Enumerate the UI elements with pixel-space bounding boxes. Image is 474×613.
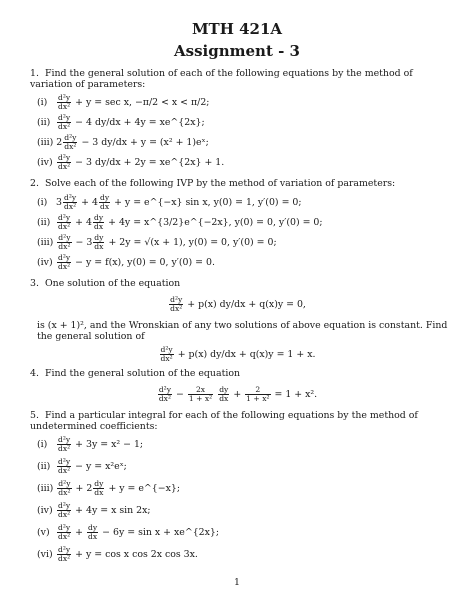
question-number: 1. [30,68,39,79]
q2-item-ii [37,214,457,231]
q3-equation-2 [0,346,474,363]
question-1 [30,68,458,90]
item-label: (iii) [37,137,54,148]
q3-equation-1 [0,296,474,313]
equation-tail: − 3 dy/dx + y = (x² + 1)eˣ; [81,137,209,148]
equation-tail: + 4y = x sin 2x; [75,505,151,516]
fraction: $\frac{\text{d²y}}{\text{dx²}}$ [170,295,183,313]
equation-tail: + y = e^{−x}; [108,483,181,494]
equation-tail: + y = sec x, −π/2 < x < π/2; [75,97,210,108]
fraction: $\frac{dy}{dx}$ [94,233,104,251]
equation-tail: − y = f(x), y(0) = 0, y′(0) = 0. [75,257,215,268]
question-text: Find the general solution of the equation [45,368,241,379]
q5-item-iv [37,502,457,519]
item-label: (ii) [37,217,51,228]
fraction: $\frac{\text{d²y}}{\text{dx²}}$ [57,213,71,231]
q1-item-iv [37,154,457,171]
fraction: $\frac{2x}{\text{1 + x²}}$ [188,385,213,403]
question-text: Solve each of the following IVP by the method of variation of parameters: [45,178,396,189]
fraction: $\frac{dy}{dx}$ [99,193,110,211]
fraction: $\frac{\text{d²y}}{\text{dx²}}$ [57,457,71,475]
equation-tail: = 1 + x². [274,389,318,400]
q3-middle-text: is (x + 1)², and the Wronskian of any two solutions of above equation is constant. Find the general solution of [37,320,448,342]
question-text: Find a particular integral for each of the following equations by the method of undetermined coefficients: [30,410,418,432]
item-label: (i) [37,197,48,208]
fraction: $\frac{\text{d²y}}{\text{dx²}}$ [158,385,172,403]
coefficient: + 4 [81,197,98,208]
q4-equation: $\frac{\text{d²y}}{\text{dx²}}$ − $\frac{2x}{\text{1 + x²}}$ $\frac{dy}{dx}$ + $\frac{2}{\text{1 + x²}}$ = 1 + x². [158,385,318,403]
page-title: MTH 421A [191,20,283,38]
coefficient: 2 [56,137,63,148]
fraction: $\frac{\text{d²y}}{\text{dx²}}$ [64,133,77,151]
question-number: 2. [30,178,39,189]
fraction: $\frac{\text{d²y}}{\text{dx²}}$ [57,501,71,519]
page-subtitle: Assignment - 3 [174,42,300,60]
equation-tail: + 3y = x² − 1; [75,439,144,450]
item-label: (v) [37,527,50,538]
q2-item-i [37,194,457,211]
q1-item-ii [37,114,457,131]
q1-item-iii [37,134,457,151]
fraction: $\frac{\text{d²y}}{\text{dx²}}$ [57,523,71,541]
q5-item-iii [37,480,457,497]
equation-tail: + y = cos x cos 2x cos 3x. [75,549,198,560]
coefficient: + 2 [75,483,93,494]
equation-tail: − 4 dy/dx + 4y = xe^{2x}; [75,117,205,128]
fraction: $\frac{\text{d²y}}{\text{dx²}}$ [57,253,71,271]
fraction: $\frac{dy}{dx}$ [88,523,98,541]
coefficient: + 4 [75,217,92,228]
item-label: (ii) [37,461,51,472]
q5-item-vi [37,546,457,563]
item-label: (iv) [37,505,53,516]
item-label: (i) [37,439,48,450]
fraction: $\frac{\text{d²y}}{\text{dx²}}$ [63,193,77,211]
equation-tail: + p(x) dy/dx + q(x)y = 1 + x. [177,349,316,360]
q5-item-ii [37,458,457,475]
question-2 [30,178,458,189]
fraction: $\frac{2}{\text{1 + x²}}$ [246,385,270,403]
coefficient: 3 [55,197,62,208]
coefficient: − [75,237,84,248]
q5-item-i [37,436,457,453]
question-number: 4. [30,368,39,379]
equation-tail: − 3 dy/dx + 2y = xe^{2x} + 1. [75,157,225,168]
item-label: (vi) [37,549,53,560]
question-3 [30,278,458,289]
question-number: 5. [30,410,39,421]
question-4 [30,368,458,379]
fraction: $\frac{dy}{dx}$ [219,385,229,403]
q2-item-iv [37,254,457,271]
fraction: $\frac{\text{d²y}}{\text{dx²}}$ [57,153,71,171]
item-label: (iv) [37,157,53,168]
item-label: (ii) [37,117,51,128]
item-label: (iv) [37,257,53,268]
item-label: (i) [37,97,48,108]
fraction: $\frac{\text{d²y}}{\text{dx²}}$ [160,345,173,363]
fraction: $\frac{dy}{dx}$ [93,213,104,231]
fraction: $\frac{\text{d²y}}{\text{dx²}}$ [58,479,71,497]
equation-tail: − 6y = sin x + xe^{2x}; [102,527,220,538]
q2-item-iii: (iii) $\frac{\text{d²y}}{\text{dx²}}$ − 3 $\frac{dy}{dx}$ + 2y = √(x + 1), y(0) = 0, y′(0) = 0; [37,233,277,251]
question-text: One solution of the equation [45,278,181,289]
fraction: $\frac{\text{d²y}}{\text{dx²}}$ [57,545,71,563]
question-5 [30,410,458,432]
question-text: Find the general solution of each of the following equations by the method of variation of parameters: [30,68,413,90]
fraction: $\frac{\text{d²y}}{\text{dx²}}$ [57,93,71,111]
page-number: 1 [234,577,240,588]
fraction: $\frac{\text{d²y}}{\text{dx²}}$ [58,233,71,251]
equation-tail: + p(x) dy/dx + q(x)y = 0, [187,299,306,310]
fraction: $\frac{\text{d²y}}{\text{dx²}}$ [57,113,71,131]
equation-tail: + 4y = x^{3/2}e^{−2x}, y(0) = 0, y′(0) = 0; [108,217,323,228]
fraction: $\frac{\text{d²y}}{\text{dx²}}$ [57,435,71,453]
equation-tail: − y = x²eˣ; [75,461,127,472]
q1-item-i [37,94,457,111]
item-label: (iii) [37,237,54,248]
equation-tail: + y = e^{−x} sin x, y(0) = 1, y′(0) = 0; [114,197,302,208]
question-number: 3. [30,278,39,289]
fraction: $\frac{dy}{dx}$ [94,479,104,497]
q5-item-v: (v) $\frac{\text{d²y}}{\text{dx²}}$ + $\frac{dy}{dx}$ − 6y = sin x + xe^{2x}; [37,523,220,541]
item-label: (iii) [37,483,54,494]
equation-tail: + 2y = √(x + 1), y(0) = 0, y′(0) = 0; [108,237,277,248]
